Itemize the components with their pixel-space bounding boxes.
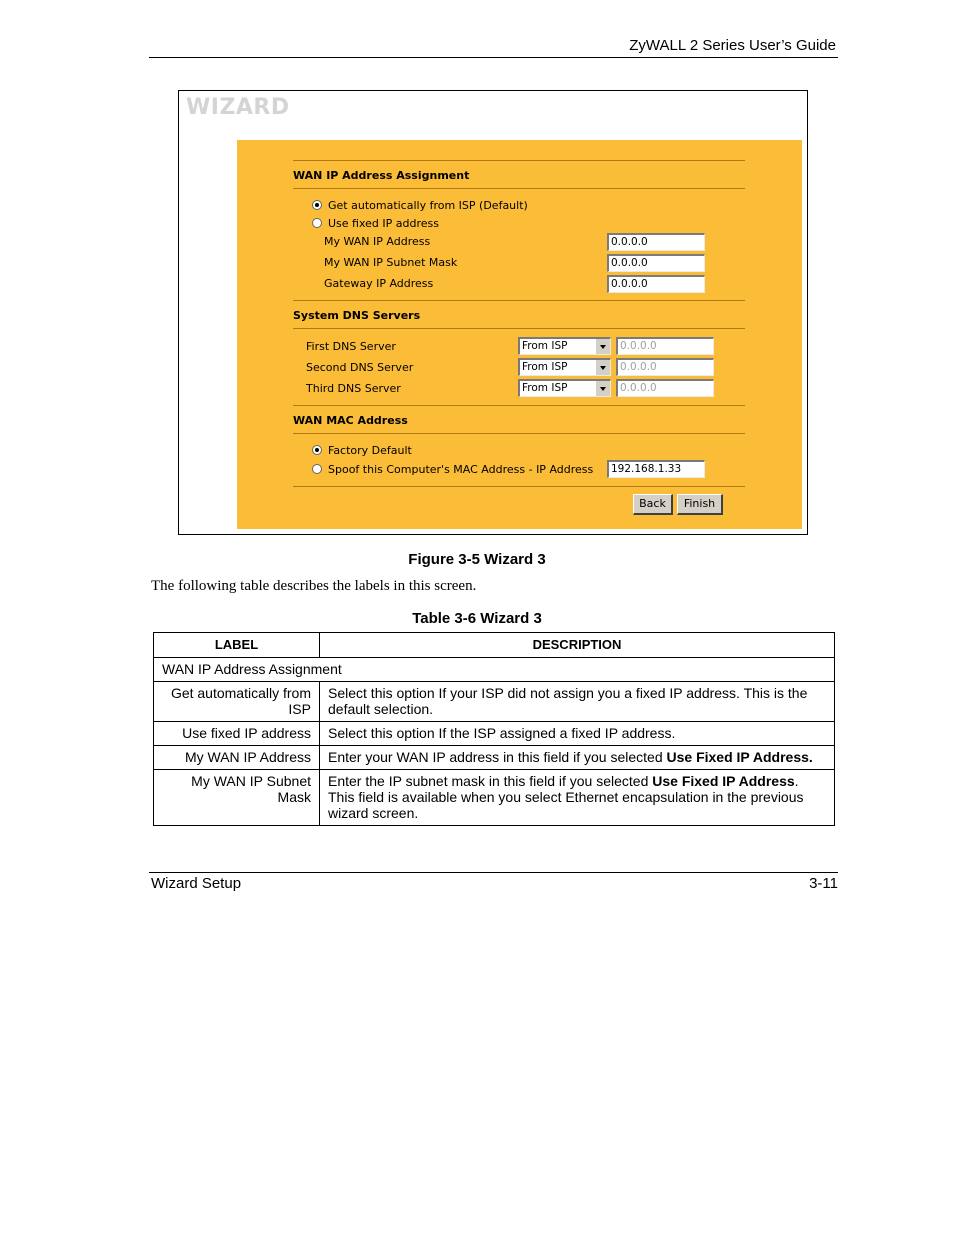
back-button[interactable]: Back (633, 494, 673, 515)
desc-text-end: . This field is available when you select Ethernet encapsulation in the previous wizard screen. (328, 773, 804, 821)
radio-spoof-mac[interactable] (312, 464, 322, 474)
chevron-down-icon[interactable] (595, 360, 610, 375)
my-wan-subnet-label: My WAN IP Subnet Mask (324, 256, 458, 269)
finish-button[interactable]: Finish (677, 494, 723, 515)
first-dns-input[interactable]: 0.0.0.0 (616, 337, 714, 355)
page-header-title: ZyWALL 2 Series User’s Guide (629, 37, 836, 54)
row-description (320, 770, 835, 826)
desc-text: Enter your WAN IP address in this field if you selected (328, 749, 667, 765)
dns-heading: System DNS Servers (293, 309, 421, 322)
wizard-panel (237, 140, 802, 529)
row-description (320, 746, 835, 770)
footer-page-number: 3-11 (809, 875, 838, 892)
third-dns-select[interactable] (518, 379, 611, 397)
second-dns-label: Second DNS Server (306, 361, 414, 374)
figure-caption: Figure 3-5 Wizard 3 (408, 551, 546, 568)
second-dns-select[interactable] (518, 358, 611, 376)
second-dns-select-value: From ISP (522, 361, 568, 373)
footer-section: Wizard Setup (151, 875, 242, 892)
intro-text: The following table describes the labels in this screen. (151, 578, 477, 594)
table-section-row (154, 658, 835, 682)
radio-use-fixed-ip-label: Use fixed IP address (328, 217, 439, 230)
radio-spoof-mac-label: Spoof this Computer's MAC Address - IP Address (328, 463, 594, 476)
row-description (320, 682, 835, 722)
table-caption: Table 3-6 Wizard 3 (412, 610, 542, 627)
divider (293, 405, 745, 406)
first-dns-select[interactable] (518, 337, 611, 355)
desc-text: Select this option If the ISP assigned a fixed IP address. (328, 725, 676, 741)
divider (293, 160, 745, 161)
my-wan-ip-label: My WAN IP Address (324, 235, 431, 248)
footer-divider (149, 872, 838, 873)
col-header-label: LABEL (154, 633, 320, 658)
table-row (154, 682, 835, 722)
third-dns-label: Third DNS Server (306, 382, 401, 395)
my-wan-subnet-input[interactable]: 0.0.0.0 (607, 254, 705, 272)
header-divider (149, 57, 838, 58)
divider (293, 300, 745, 301)
first-dns-label: First DNS Server (306, 340, 396, 353)
first-dns-select-value: From ISP (522, 340, 568, 352)
divider (293, 486, 745, 487)
row-label: My WAN IP Address (154, 746, 320, 770)
wizard-title: WIZARD (186, 95, 290, 120)
third-dns-input[interactable]: 0.0.0.0 (616, 379, 714, 397)
chevron-down-icon[interactable] (595, 339, 610, 354)
row-description (320, 722, 835, 746)
desc-bold: Use Fixed IP Address. (666, 749, 813, 765)
second-dns-input[interactable]: 0.0.0.0 (616, 358, 714, 376)
desc-bold: Use Fixed IP Address (652, 773, 795, 789)
divider (293, 328, 745, 329)
row-label: Get automatically from ISP (154, 682, 320, 722)
radio-factory-default-label: Factory Default (328, 444, 412, 457)
radio-use-fixed-ip[interactable] (312, 218, 322, 228)
radio-get-automatically-label: Get automatically from ISP (Default) (328, 199, 528, 212)
radio-get-automatically[interactable] (312, 200, 322, 210)
table-header-row (154, 633, 835, 658)
table-row (154, 746, 835, 770)
wizard-figure (178, 90, 808, 535)
table-row (154, 722, 835, 746)
col-header-description: DESCRIPTION (320, 633, 835, 658)
spoof-ip-input[interactable]: 192.168.1.33 (607, 460, 705, 478)
row-label: My WAN IP Subnet Mask (154, 770, 320, 826)
wan-ip-heading: WAN IP Address Assignment (293, 169, 470, 182)
divider (293, 188, 745, 189)
chevron-down-icon[interactable] (595, 381, 610, 396)
desc-text: Enter the IP subnet mask in this field if you selected (328, 773, 653, 789)
gateway-ip-input[interactable]: 0.0.0.0 (607, 275, 705, 293)
row-label: Use fixed IP address (154, 722, 320, 746)
divider (293, 433, 745, 434)
section-label: WAN IP Address Assignment (154, 658, 835, 682)
my-wan-ip-input[interactable]: 0.0.0.0 (607, 233, 705, 251)
desc-text: Select this option If your ISP did not assign you a fixed IP address. This is the default selection. (328, 685, 808, 717)
mac-heading: WAN MAC Address (293, 414, 408, 427)
description-table (153, 632, 835, 826)
table-row (154, 770, 835, 826)
radio-factory-default[interactable] (312, 445, 322, 455)
gateway-ip-label: Gateway IP Address (324, 277, 434, 290)
third-dns-select-value: From ISP (522, 382, 568, 394)
